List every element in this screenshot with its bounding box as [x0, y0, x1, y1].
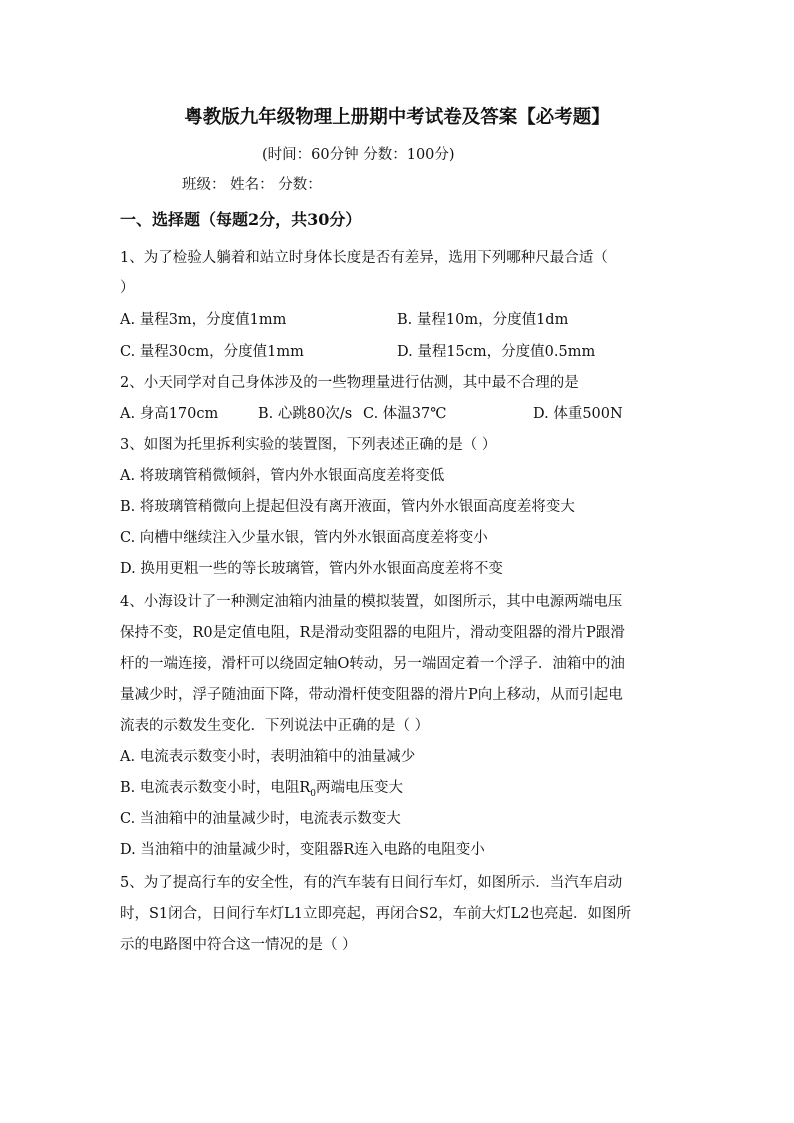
question-4-stem-line-4: 量减少时，浮子随油面下降，带动滑杆使变阻器的滑片P向上移动，从而引起电	[120, 687, 623, 703]
question-4-option-d: D. 当油箱中的油量减少时，变阻器R连入电路的电阻变小	[120, 842, 485, 858]
question-4-stem-line-5: 流表的示数发生变化．下列说法中正确的是（ ）	[120, 718, 430, 734]
question-4-stem-line-2: 保持不变，R0是定值电阻，R是滑动变阻器的电阻片，滑动变阻器的滑片P跟滑	[120, 625, 625, 641]
question-1-stem: 1、为了检验人躺着和站立时身体长度是否有差异，选用下列哪种尺最合适（	[120, 250, 608, 266]
question-2-option-a: A. 身高170cm	[120, 406, 219, 422]
question-1-option-a: A. 量程3m，分度值1mm	[120, 312, 287, 328]
question-4-stem-line-3: 杆的一端连接，滑杆可以绕固定轴O转动，另一端固定着一个浮子．油箱中的油	[120, 656, 625, 672]
question-4-option-c: C. 当油箱中的油量减少时，电流表示数变大	[120, 811, 401, 827]
question-3-option-c: C. 向槽中继续注入少量水银，管内外水银面高度差将变小	[120, 530, 488, 546]
question-2-option-c: C. 体温37℃	[363, 406, 447, 422]
resistor-subscript: 0	[310, 788, 317, 799]
question-2-option-b: B. 心跳80次/s	[258, 406, 353, 422]
question-1-option-c: C. 量程30cm，分度值1mm	[120, 344, 304, 360]
question-1-stem-end: ）	[120, 280, 135, 296]
question-3-option-b: B. 将玻璃管稍微向上提起但没有离开液面，管内外水银面高度差将变大	[120, 499, 575, 515]
question-2-stem: 2、小天同学对自己身体涉及的一些物理量进行估测，其中最不合理的是	[120, 375, 579, 391]
question-4-option-b	[120, 779, 403, 803]
question-5-stem-line-2: 时，S1闭合，日间行车灯L1立即亮起，再闭合S2，车前大灯L2也亮起．如图所	[120, 906, 632, 922]
question-2-option-d: D. 体重500N	[533, 406, 623, 422]
question-5-stem-line-1: 5、为了提高行车的安全性，有的汽车装有日间行车灯，如图所示．当汽车启动	[120, 875, 623, 891]
question-1-option-d: D. 量程15cm，分度值0.5mm	[397, 344, 596, 360]
question-4-stem-line-1: 4、小海设计了一种测定油箱内油量的模拟装置，如图所示，其中电源两端电压	[120, 594, 623, 610]
question-4-option-b-text: B. 电流表示数变小时，电阻R	[120, 780, 311, 796]
question-5-stem-line-3: 示的电路图中符合这一情况的是（ ）	[120, 937, 357, 953]
exam-info: (时间：60分钟 分数：100分)	[262, 147, 455, 163]
section-heading-choice: 一、选择题（每题2分，共30分）	[120, 210, 362, 229]
question-1-option-b: B. 量程10m，分度值1dm	[397, 312, 569, 328]
question-3-option-d: D. 换用更粗一些的等长玻璃管，管内外水银面高度差将不变	[120, 561, 503, 577]
question-3-option-a: A. 将玻璃管稍微倾斜，管内外水银面高度差将变低	[120, 468, 445, 484]
question-4-option-a: A. 电流表示数变小时，表明油箱中的油量减少	[120, 749, 416, 765]
question-4-option-b-text-end: 两端电压变大	[316, 780, 404, 796]
question-3-stem: 3、如图为托里拆利实验的装置图，下列表述正确的是（ ）	[120, 437, 497, 453]
student-info: 班级： 姓名： 分数：	[182, 177, 322, 193]
page-title: 粤教版九年级物理上册期中考试卷及答案【必考题】	[184, 107, 610, 128]
